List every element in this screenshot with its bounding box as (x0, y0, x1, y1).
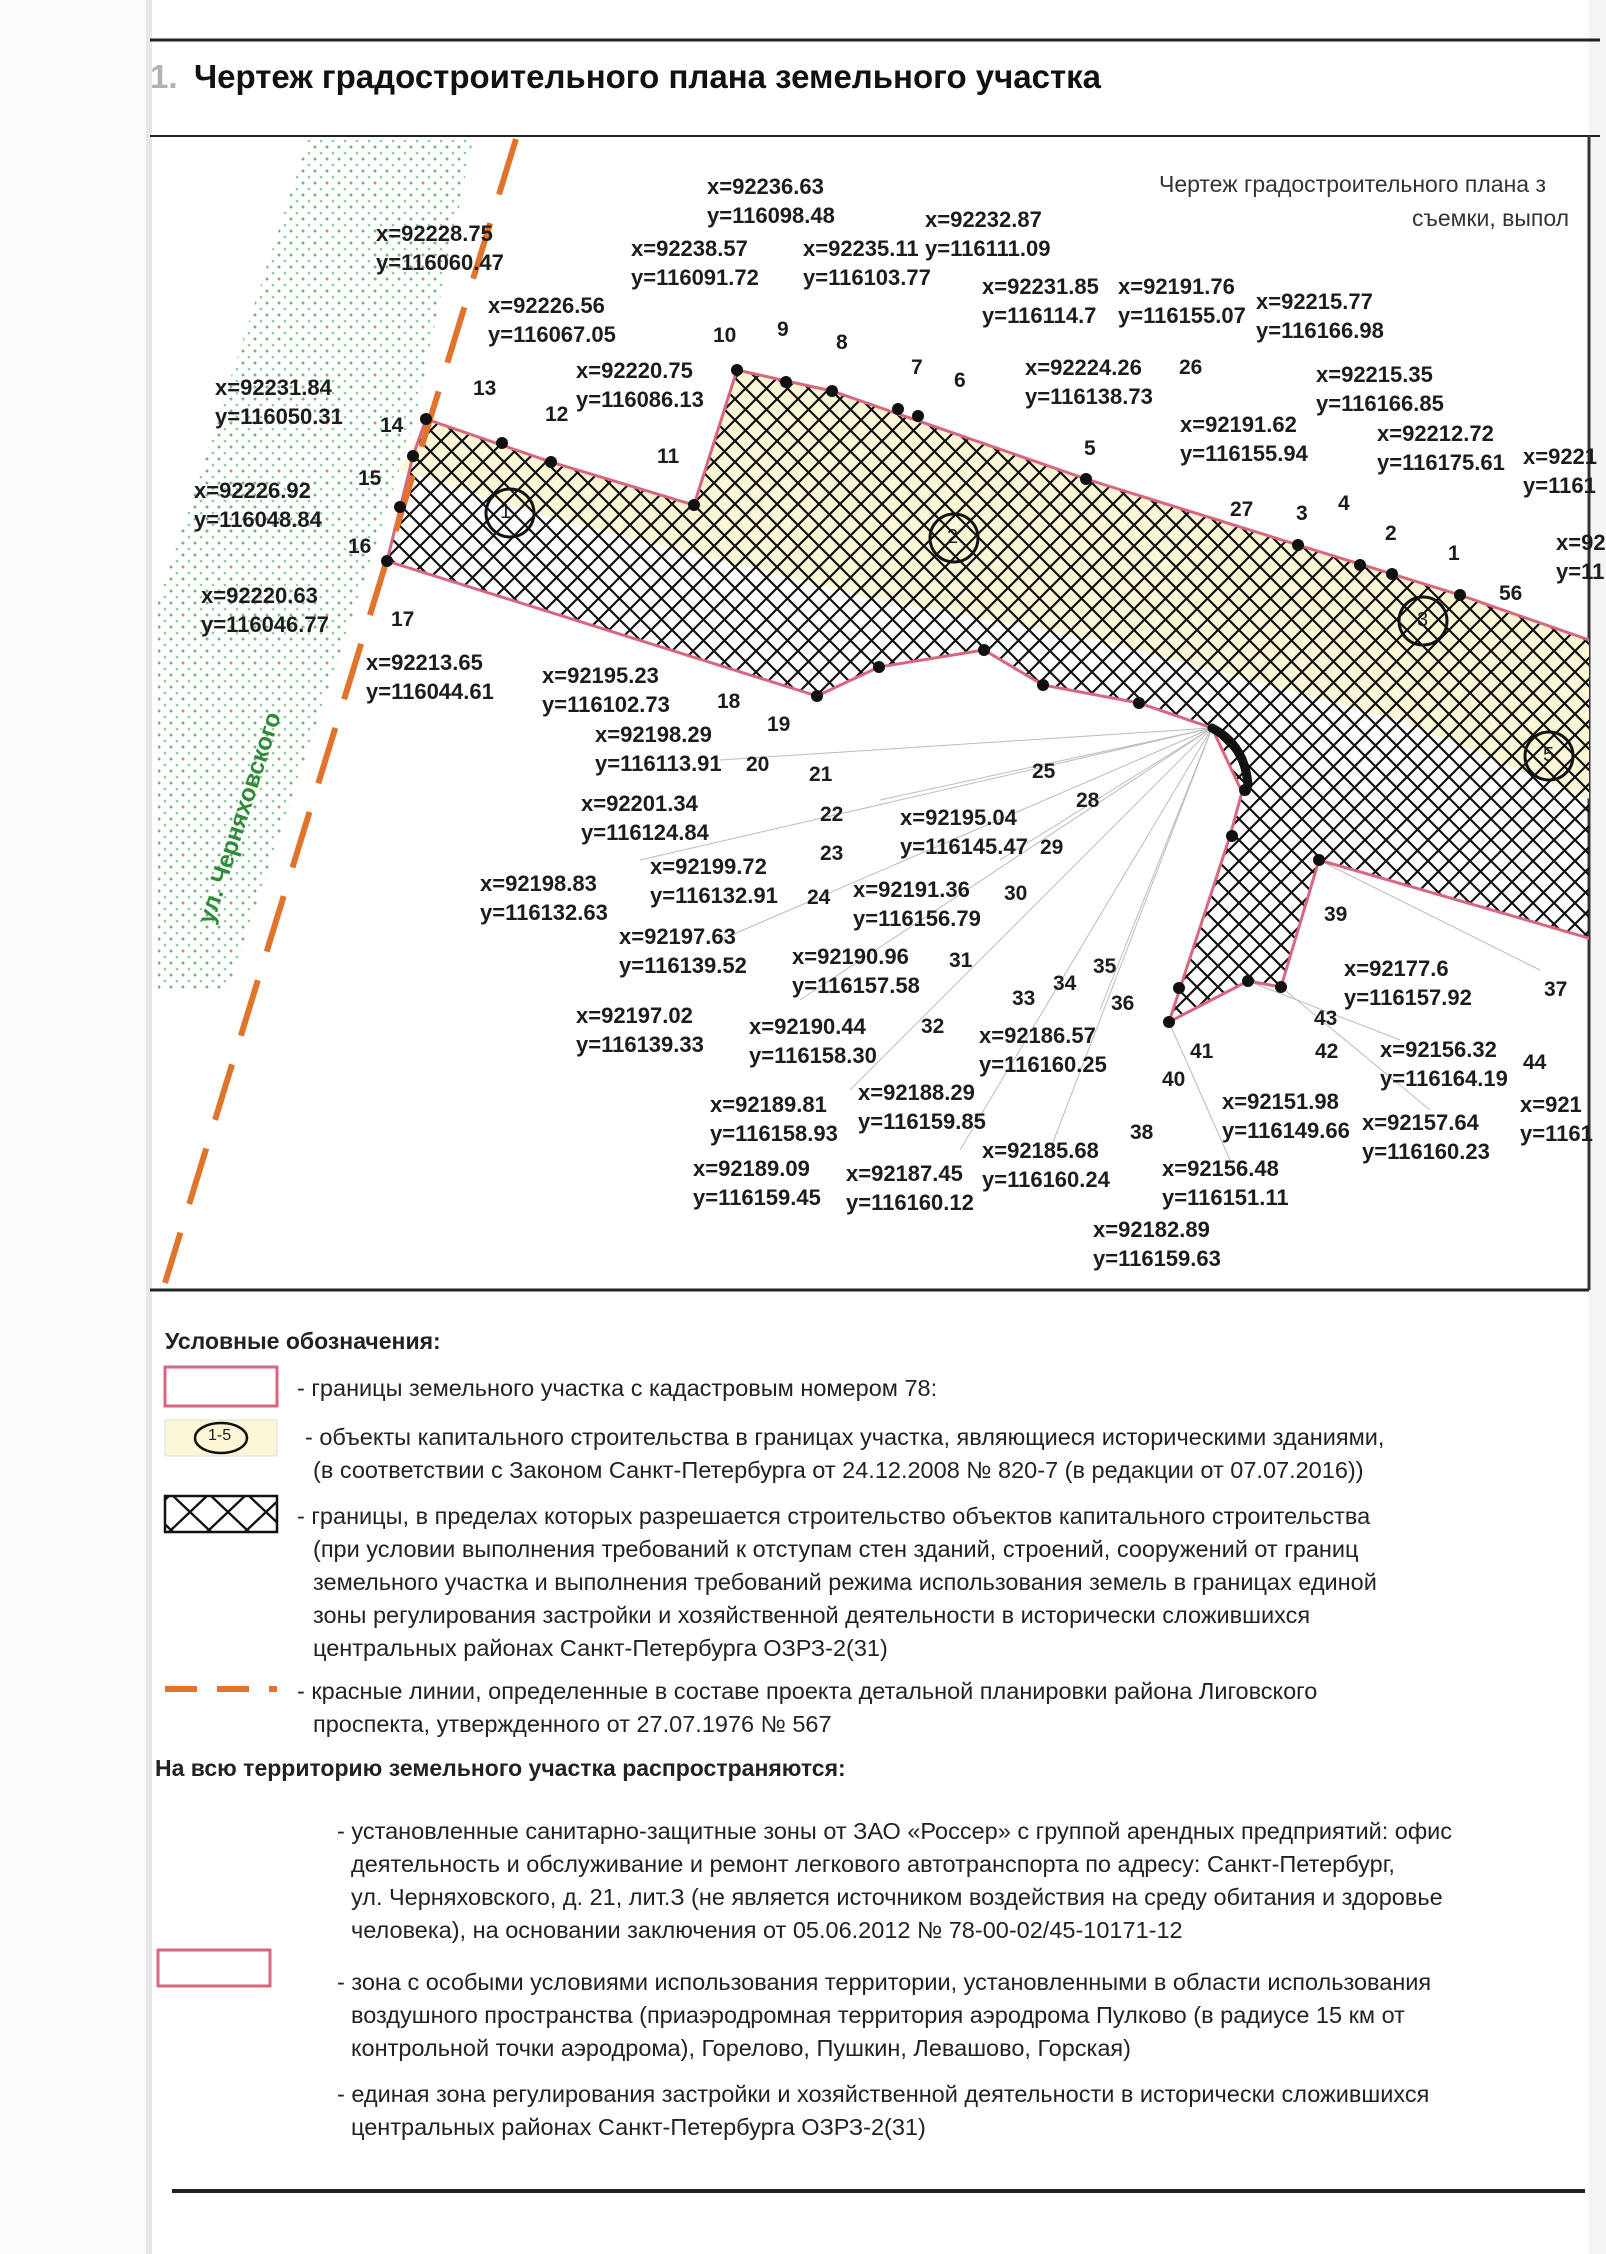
coordinate-x: x=921 (1520, 1092, 1582, 1117)
coordinate-label (803, 234, 931, 292)
coordinate-y: y=116158.93 (710, 1121, 838, 1146)
coordinate-y: y=116160.12 (846, 1190, 974, 1215)
coordinate-x: x=92201.34 (581, 791, 698, 816)
coordinate-x: x=92213.65 (366, 650, 483, 675)
coordinate-y: y=116091.72 (631, 265, 759, 290)
territory-heading: На всю территорию земельного участка распространяются: (155, 1755, 846, 1781)
coordinate-label (581, 789, 709, 847)
point-number: 10 (713, 324, 737, 347)
legend-text: - красные линии, определенные в составе проекта детальной планировки района Лиговского (297, 1678, 1318, 1704)
coordinate-y: y=116160.24 (982, 1167, 1110, 1192)
legend-text: - единая зона регулирования застройки и хозяйственной деятельности в исторически сложившихся (337, 2081, 1430, 2107)
coordinate-y: y=11 (1556, 559, 1605, 584)
coordinate-label (749, 1012, 877, 1070)
coordinate-x: x=92195.23 (542, 663, 659, 688)
coordinate-x: x=92224.26 (1025, 355, 1142, 380)
legend-text: центральных районах Санкт-Петербурга ОЗРЗ-2(31) (351, 2114, 926, 2140)
coordinate-y: y=116155.07 (1118, 303, 1246, 328)
coordinate-x: x=92190.96 (792, 944, 909, 969)
coordinate-y: y=1161 (1520, 1121, 1593, 1146)
coordinate-x: x=92226.92 (194, 478, 311, 503)
point-number: 37 (1544, 978, 1568, 1001)
coordinate-y: y=116156.79 (853, 906, 981, 931)
point-number: 18 (717, 690, 741, 713)
point-number: 35 (1093, 955, 1117, 978)
coordinate-y: y=116166.98 (1256, 318, 1384, 343)
coordinate-y: y=116050.31 (215, 404, 343, 429)
coordinate-label (576, 1001, 704, 1059)
coordinate-y: y=116155.94 (1180, 441, 1308, 466)
legend-text: человека), на основании заключения от 05.06.2012 № 78-00-02/45-10171-12 (351, 1917, 1183, 1943)
coordinate-x: x=92215.77 (1256, 289, 1373, 314)
point-number: 4 (1338, 492, 1350, 515)
coordinate-label (693, 1154, 821, 1212)
map-labels (150, 136, 1606, 1290)
coordinate-label (1256, 287, 1384, 345)
coordinate-label (1222, 1087, 1350, 1145)
coordinate-x: x=92231.84 (215, 375, 332, 400)
coordinate-x: x=92231.85 (982, 274, 1099, 299)
coordinate-label (1162, 1154, 1289, 1212)
coordinate-x: x=92187.45 (846, 1161, 963, 1186)
coordinate-x: x=92191.36 (853, 877, 970, 902)
street-label: ул. Черняховского (192, 708, 287, 927)
coordinate-x: x=92220.63 (201, 583, 318, 608)
coordinate-label (1380, 1035, 1508, 1093)
coordinate-label (488, 291, 616, 349)
legend-item-parcel (297, 1372, 937, 1405)
coordinate-y: y=116139.52 (619, 953, 747, 978)
coordinate-x: x=92238.57 (631, 236, 748, 261)
point-number: 7 (911, 356, 923, 379)
plan-note-line2: съемки, выпол (1412, 205, 1570, 231)
coordinate-label (925, 205, 1050, 263)
coordinate-x: x=92157.64 (1362, 1110, 1479, 1135)
point-number: 22 (820, 803, 844, 826)
coordinate-x: x=92232.87 (925, 207, 1042, 232)
coordinate-y: y=116166.85 (1316, 391, 1444, 416)
coordinate-y: y=116067.05 (488, 322, 616, 347)
building-marker-2: 2 (947, 526, 959, 548)
coordinate-label (576, 356, 704, 414)
coordinate-x: x=92220.75 (576, 358, 693, 383)
coordinate-y: y=116145.47 (900, 834, 1028, 859)
coordinate-x: x=92236.63 (707, 174, 824, 199)
coordinate-label (631, 234, 759, 292)
coordinate-x: x=9221 (1523, 444, 1598, 469)
coordinate-x: x=92195.04 (900, 805, 1017, 830)
building-marker-1: 1 (500, 501, 512, 523)
point-number: 38 (1130, 1121, 1154, 1144)
legend-text: контрольной точки аэродрома), Горелово, Пушкин, Левашово, Горская) (351, 2035, 1131, 2061)
coordinate-x: x=92182.89 (1093, 1217, 1210, 1242)
coordinate-x: x=92197.02 (576, 1003, 693, 1028)
coordinate-y: y=1161 (1523, 473, 1596, 498)
coordinate-x: x=92191.76 (1118, 274, 1235, 299)
coordinate-label (982, 1136, 1110, 1194)
legend-text: - границы, в пределах которых разрешается строительство объектов капитального строительства (297, 1503, 1371, 1529)
coordinate-y: y=116151.11 (1162, 1185, 1289, 1210)
point-number: 27 (1230, 498, 1254, 521)
coordinate-label (1556, 528, 1606, 586)
point-number: 30 (1004, 882, 1028, 905)
point-number: 31 (949, 949, 973, 972)
coordinate-y: y=116102.73 (542, 692, 670, 717)
coordinate-label (595, 720, 722, 778)
coordinate-label (194, 476, 322, 534)
coordinate-y: y=116164.19 (1380, 1066, 1508, 1091)
point-number: 26 (1179, 356, 1203, 379)
legend-text: проспекта, утвержденного от 27.07.1976 № 567 (313, 1711, 832, 1737)
point-number: 39 (1324, 903, 1348, 926)
point-number: 5 (1084, 437, 1096, 460)
coordinate-label (707, 172, 835, 230)
coordinate-y: y=116046.77 (201, 612, 329, 637)
coordinate-x: x=92189.09 (693, 1156, 810, 1181)
coordinate-x: x=92198.83 (480, 871, 597, 896)
legend-item-historic (305, 1421, 1384, 1487)
coordinate-y: y=116044.61 (366, 679, 494, 704)
coordinate-y: y=116175.61 (1377, 450, 1505, 475)
coordinate-label (1362, 1108, 1490, 1166)
coordinate-label (1344, 954, 1472, 1012)
coordinate-x: x=92185.68 (982, 1138, 1099, 1163)
page-title: Чертеж градостроительного плана земельного участка (194, 58, 1102, 95)
coordinate-x: x=92156.32 (1380, 1037, 1497, 1062)
coordinate-x: x=92191.62 (1180, 412, 1297, 437)
coordinate-label (858, 1078, 986, 1136)
coordinate-x: x=92189.81 (710, 1092, 827, 1117)
legend-text: зоны регулирования застройки и хозяйственной деятельности в исторически сложившихся (313, 1602, 1311, 1628)
coordinate-label (1377, 419, 1505, 477)
coordinate-y: y=116159.63 (1093, 1246, 1221, 1271)
coordinate-x: x=92 (1556, 530, 1606, 555)
coordinate-x: x=92197.63 (619, 924, 736, 949)
territory-item-airfield (337, 1966, 1431, 2065)
point-number: 33 (1012, 987, 1036, 1010)
legend-text: деятельность и обслуживание и ремонт легкового автотранспорта по адресу: Санкт-Петербург, (351, 1851, 1395, 1877)
point-number: 21 (809, 763, 833, 786)
point-number: 9 (777, 318, 789, 341)
coordinate-y: y=116132.63 (480, 900, 608, 925)
coordinate-y: y=116111.09 (925, 236, 1051, 261)
coordinate-y: y=116048.84 (194, 507, 322, 532)
coordinate-label (1093, 1215, 1221, 1273)
coordinate-label (480, 869, 608, 927)
point-number: 43 (1314, 1007, 1338, 1030)
coordinate-y: y=116149.66 (1222, 1118, 1350, 1143)
coordinate-y: y=116160.25 (979, 1052, 1107, 1077)
coordinate-y: y=116157.92 (1344, 985, 1472, 1010)
coordinate-label (215, 373, 343, 431)
coordinate-label (1523, 442, 1597, 500)
coordinate-y: y=116159.85 (858, 1109, 986, 1134)
coordinate-label (846, 1159, 974, 1217)
coordinate-label (979, 1021, 1107, 1079)
coordinate-x: x=92228.75 (376, 221, 493, 246)
point-number: 36 (1111, 992, 1135, 1015)
coordinate-y: y=116159.45 (693, 1185, 821, 1210)
territory-item-sanitary (337, 1815, 1452, 1947)
coordinate-y: y=116114.7 (982, 303, 1097, 328)
legend-text: центральных районах Санкт-Петербурга ОЗРЗ-2(31) (313, 1635, 888, 1661)
legend-swatch-zone (158, 1950, 270, 1986)
legend-item-buildable (297, 1500, 1377, 1665)
coordinate-y: y=116086.13 (576, 387, 704, 412)
plan-note-line1: Чертеж градостроительного плана з (1159, 171, 1547, 197)
legend-item-red-lines (297, 1675, 1317, 1741)
coordinate-y: y=116139.33 (576, 1032, 704, 1057)
legend-text: - объекты капитального строительства в границах участка, являющиеся историческими зданиями, (305, 1424, 1385, 1450)
coordinate-x: x=92156.48 (1162, 1156, 1279, 1181)
coordinate-x: x=92199.72 (650, 854, 767, 879)
coordinate-label (366, 648, 494, 706)
legend-text: ул. Черняховского, д. 21, лит.З (не является источником воздействия на среду обитания и здоровье (351, 1884, 1443, 1910)
point-number: 12 (545, 403, 569, 426)
coordinate-y: y=116124.84 (581, 820, 709, 845)
legend-text: - установленные санитарно-защитные зоны от ЗАО «Россер» с группой арендных предприятий: офис (337, 1818, 1453, 1844)
point-number: 41 (1190, 1040, 1214, 1063)
coordinate-y: y=116157.58 (792, 973, 920, 998)
coordinate-x: x=92186.57 (979, 1023, 1096, 1048)
point-number: 19 (767, 713, 791, 736)
point-number: 34 (1053, 972, 1077, 995)
scan-margin (0, 0, 150, 2254)
point-number: 15 (358, 467, 382, 490)
coordinate-y: y=116158.30 (749, 1043, 877, 1068)
point-number: 16 (348, 535, 372, 558)
point-number: 14 (380, 414, 404, 437)
point-number: 42 (1315, 1040, 1339, 1063)
coordinate-label (1520, 1090, 1593, 1148)
point-number: 24 (807, 886, 831, 909)
point-number: 56 (1499, 582, 1523, 605)
coordinate-x: x=92235.11 (803, 236, 919, 261)
point-number: 29 (1040, 836, 1064, 859)
coordinate-label (792, 942, 920, 1000)
legend-historic-label: 1-5 (208, 1427, 232, 1444)
coordinate-label (1025, 353, 1153, 411)
coordinate-x: x=92212.72 (1377, 421, 1494, 446)
point-number: 3 (1296, 502, 1308, 525)
point-number: 17 (391, 608, 415, 631)
coordinate-y: y=116132.91 (650, 883, 778, 908)
coordinate-x: x=92226.56 (488, 293, 605, 318)
coordinate-label (900, 803, 1028, 861)
coordinate-label (853, 875, 981, 933)
point-number: 11 (657, 445, 680, 468)
coordinate-label (1316, 360, 1444, 418)
point-number: 23 (820, 842, 844, 865)
coordinate-label (1118, 272, 1246, 330)
point-number: 6 (954, 369, 966, 392)
legend-swatch-parcel (165, 1367, 277, 1406)
legend-text: (при условии выполнения требований к отступам стен зданий, строений, сооружений от границ (313, 1536, 1359, 1562)
building-marker-3: 3 (1417, 609, 1429, 631)
point-number: 20 (746, 753, 770, 776)
coordinate-y: y=116138.73 (1025, 384, 1153, 409)
point-number: 8 (836, 331, 848, 354)
coordinate-label (1180, 410, 1308, 468)
coordinate-y: y=116098.48 (707, 203, 835, 228)
coordinate-label (201, 581, 329, 639)
point-number: 32 (921, 1015, 945, 1038)
point-number: 40 (1162, 1068, 1186, 1091)
coordinate-label (619, 922, 747, 980)
legend-text: воздушного пространства (приаэродромная территория аэродрома Пулково (в радиусе 15 км от (351, 2002, 1405, 2028)
point-number: 13 (473, 377, 497, 400)
point-number: 28 (1076, 789, 1100, 812)
coordinate-x: x=92188.29 (858, 1080, 975, 1105)
coordinate-y: y=116160.23 (1362, 1139, 1490, 1164)
coordinate-y: y=116113.91 (595, 751, 722, 776)
coordinate-y: y=116103.77 (803, 265, 931, 290)
coordinate-x: x=92215.35 (1316, 362, 1433, 387)
legend-text: - зона с особыми условиями использования территории, установленными в области использования (337, 1969, 1432, 1995)
coordinate-x: x=92177.6 (1344, 956, 1449, 981)
coordinate-label (542, 661, 670, 719)
coordinate-x: x=92190.44 (749, 1014, 866, 1039)
legend-text: (в соответствии с Законом Санкт-Петербурга от 24.12.2008 № 820-7 (в редакции от 07.07.2016)) (313, 1457, 1364, 1483)
coordinate-label (376, 219, 504, 277)
coordinate-label (650, 852, 778, 910)
point-number: 25 (1032, 760, 1056, 783)
point-number: 1 (1448, 542, 1460, 565)
point-number: 2 (1385, 522, 1397, 545)
territory-item-ozrz (337, 2078, 1429, 2144)
legend-heading: Условные обозначения: (165, 1328, 441, 1354)
coordinate-x: x=92151.98 (1222, 1089, 1339, 1114)
point-number: 44 (1523, 1051, 1547, 1074)
legend-text: земельного участка и выполнения требований режима использования земель в границах единой (313, 1569, 1377, 1595)
coordinate-x: x=92198.29 (595, 722, 712, 747)
legend-text: - границы земельного участка с кадастровым номером 78: (297, 1375, 938, 1401)
coordinate-label (982, 272, 1099, 330)
title-prefix: 1. (150, 58, 178, 95)
legend-swatch-hatch (165, 1496, 277, 1532)
coordinate-label (710, 1090, 838, 1148)
building-marker-5: 5 (1543, 744, 1555, 766)
coordinate-y: y=116060.47 (376, 250, 504, 275)
